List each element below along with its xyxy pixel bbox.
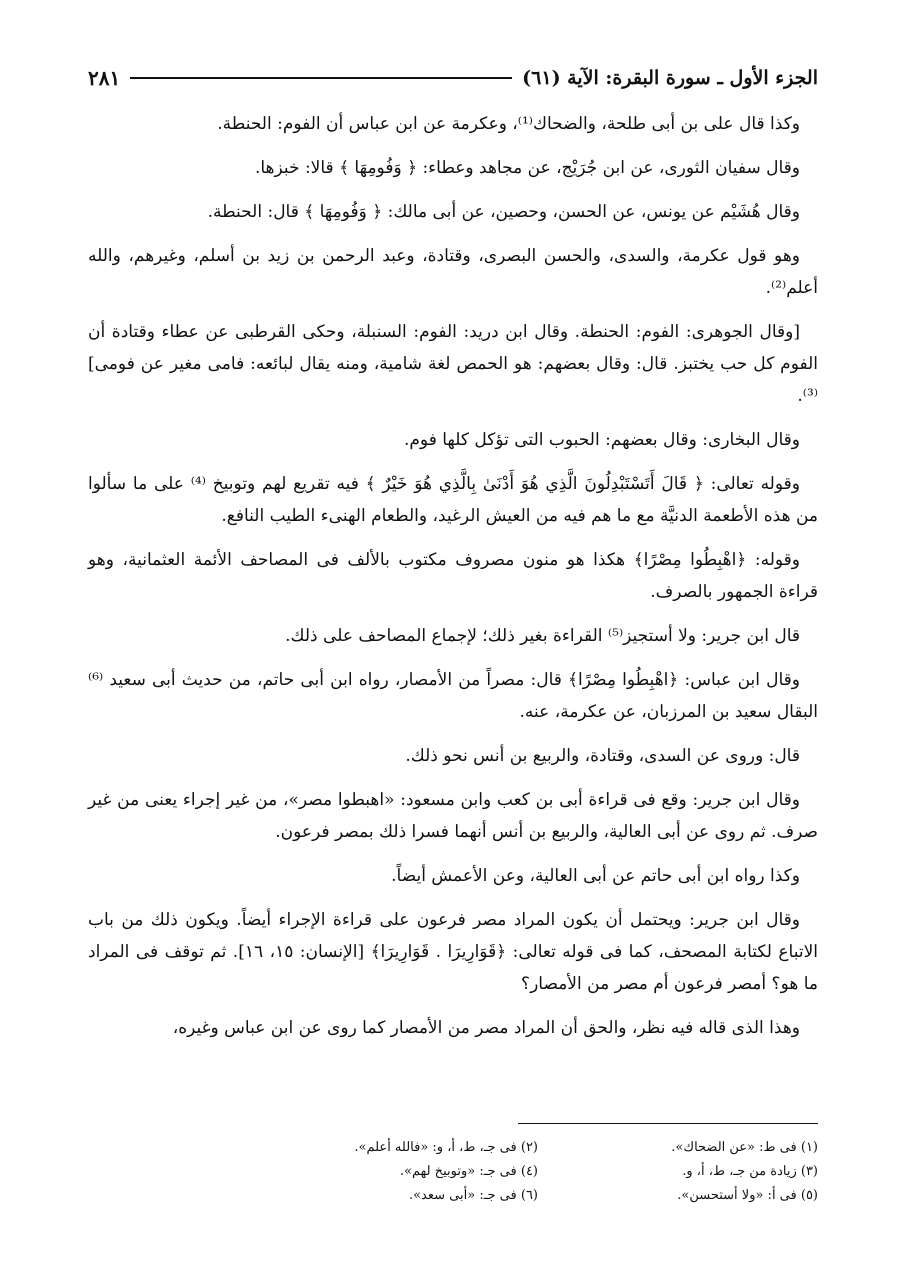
- paragraph: قال ابن جرير: ولا أستجيز⁽⁵⁾ القراءة بغير ذلك؛ لإجماع المصاحف على ذلك.: [285, 626, 800, 646]
- footnote: (٣) زيادة من جـ، ط، أ، و.: [682, 1164, 818, 1179]
- paragraph: وقال ابن جرير: وقع فى قراءة أبى بن كعب وابن مسعود: «اهبطوا مصر»، من غير إجراء يعنى من غير صرف. ثم روى عن أبى العالية، والربيع بن أنس أنهما فسرا ذلك بمصر فرعون.: [88, 790, 818, 842]
- paragraph: وقوله: ﴿اهْبِطُوا مِصْرًا﴾ هكذا هو منون مصروف مكتوب بالألف فى المصاحف الأئمة العثمانية، وهو قراءة الجمهور بالصرف.: [88, 550, 818, 602]
- page-number: ٢٨١: [88, 66, 121, 90]
- footnote-rule: [518, 1123, 818, 1124]
- paragraph: وقال البخارى: وقال بعضهم: الحبوب التى تؤكل كلها فوم.: [404, 430, 800, 450]
- paragraph: قال: وروى عن السدى، وقتادة، والربيع بن أنس نحو ذلك.: [405, 746, 800, 766]
- paragraph: [وقال الجوهرى: الفوم: الحنطة. وقال ابن دريد: الفوم: السنبلة، وحكى القرطبى عن عطاء وقتادة أن الفوم كل حب يختبز. قال: وقال بعضهم: هو الحمص لغة شامية، ومنه يقال لبائعه: فامى مغير عن فومى]⁽³⁾.: [88, 322, 818, 406]
- footnote-row: [200, 1184, 818, 1208]
- footnote: (٤) فى جـ: «وتوبيخ لهم».: [399, 1164, 538, 1179]
- footnote-row: [200, 1160, 818, 1184]
- footnote: (٥) فى أ: «ولا أستحسن».: [677, 1188, 818, 1203]
- header-title: الجزء الأول ـ سورة البقرة: الآية (٦١): [522, 67, 818, 89]
- paragraph: وقال سفيان الثورى، عن ابن جُرَيْج، عن مجاهد وعطاء: ﴿ وَفُومِهَا ﴾ قالا: خبزها.: [254, 158, 800, 178]
- paragraph: وهذا الذى قاله فيه نظر، والحق أن المراد مصر من الأمصار كما روى عن ابن عباس وغيره،: [172, 1018, 800, 1038]
- paragraph: وقوله تعالى: ﴿ قَالَ أَتَسْتَبْدِلُونَ الَّذِي هُوَ أَدْنَىٰ بِالَّذِي هُوَ خَيْرٌ ﴾ فيه تقريع لهم وتوبيخ ⁽⁴⁾ على ما سألوا من هذه الأطعمة الدنيَّة مع ما هم فيه من العيش الرغيد، والطعام الهنىء الطيب النافع.: [88, 474, 818, 526]
- paragraph: وقال ابن عباس: ﴿اهْبِطُوا مِصْرًا﴾ قال: مصراً من الأمصار، رواه ابن أبى حاتم، من حديث أبى سعيد ⁽⁶⁾البقال سعيد بن المرزبان، عن عكرمة، عنه.: [88, 670, 818, 722]
- paragraph: وهو قول عكرمة، والسدى، والحسن البصرى، وقتادة، وعبد الرحمن بن زيد بن أسلم، وغيرهم، والله أعلم⁽²⁾.: [88, 246, 818, 298]
- footnote-row: [200, 1136, 818, 1160]
- main-text: [88, 108, 818, 1056]
- header-rule: [130, 77, 512, 79]
- footnote: (١) فى ط: «عن الضحاك».: [671, 1140, 818, 1155]
- footnotes: [200, 1136, 818, 1208]
- paragraph: وقال هُشَيْم عن يونس، عن الحسن، وحصين، عن أبى مالك: ﴿ وَفُومِهَا ﴾ قال: الحنطة.: [207, 202, 800, 222]
- running-header: [88, 60, 818, 96]
- paragraph: وكذا رواه ابن أبى حاتم عن أبى العالية، وعن الأعمش أيضاً.: [391, 866, 800, 886]
- paragraph: وقال ابن جرير: ويحتمل أن يكون المراد مصر فرعون على قراءة الإجراء أيضاً. ويكون ذلك من باب الاتباع لكتابة المصحف، كما فى قوله تعالى: ﴿قَوَارِيرَا . قَوَارِيرَا﴾ [الإنسان: ١٥، ١٦]. ثم توقف فى المراد ما هو؟ أمصر فرعون أم مصر من الأمصار؟: [88, 910, 819, 994]
- footnote: (٦) فى جـ: «أبى سعد».: [408, 1188, 538, 1203]
- paragraph: وكذا قال على بن أبى طلحة، والضحاك⁽¹⁾، وعكرمة عن ابن عباس أن الفوم: الحنطة.: [217, 114, 800, 134]
- footnote: (٢) فى جـ، ط، أ، و: «فالله أعلم».: [354, 1140, 538, 1155]
